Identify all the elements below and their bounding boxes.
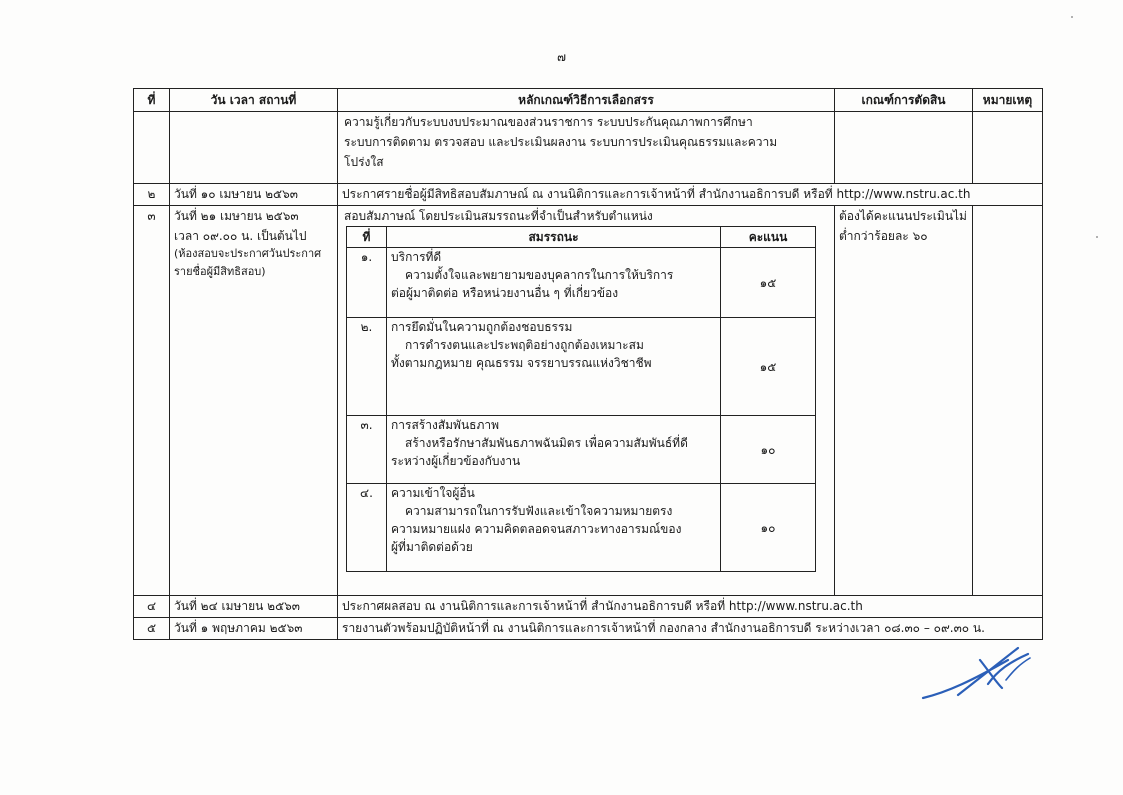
table-row xyxy=(134,112,1043,184)
page-number: ๗ xyxy=(556,50,567,64)
criteria-line: ระบบการติดตาม ตรวจสอบ และประเมินผลงาน ระบบการประเมินคุณธรรมและความ xyxy=(344,135,778,149)
competency-desc: ทั้งตามกฎหมาย คุณธรรม จรรยาบรรณแห่งวิชาชีพ xyxy=(391,356,652,370)
row-date: วันที่ ๒๔ เมษายน ๒๕๖๓ xyxy=(170,596,338,618)
table-row xyxy=(134,206,1043,596)
header-decision: เกณฑ์การตัดสิน xyxy=(835,89,973,112)
table-row xyxy=(134,596,1043,618)
competency-header-name: สมรรถนะ xyxy=(387,227,721,248)
competency-no: ๑. xyxy=(347,248,387,318)
row-no: ๕ xyxy=(134,618,170,640)
criteria-line: โปร่งใส xyxy=(344,155,384,169)
competency-desc: ความหมายแฝง ความคิดตลอดจนสภาวะทางอารมณ์ของ xyxy=(391,522,682,536)
row-decision: ต้องได้คะแนนประเมินไม่ต่ำกว่าร้อยละ ๖๐ xyxy=(835,206,973,596)
row-text: รายงานตัวพร้อมปฏิบัติหน้าที่ ณ งานนิติการและการเจ้าหน้าที่ กองกลาง สำนักงานอธิการบดี ระหว่างเวลา ๐๘.๓๐ – ๐๙.๓๐ น. xyxy=(338,618,1043,640)
competency-score: ๑๐ xyxy=(721,416,816,484)
competency-desc: สร้างหรือรักษาสัมพันธภาพฉันมิตร เพื่อความสัมพันธ์ที่ดี xyxy=(405,436,688,450)
competency-row xyxy=(347,318,816,416)
competency-desc: ความตั้งใจและพยายามของบุคลากรในการให้บริการ xyxy=(405,268,674,282)
row-text: ประกาศรายชื่อผู้มีสิทธิสอบสัมภาษณ์ ณ งานนิติการและการเจ้าหน้าที่ สำนักงานอธิการบดี หรือที่ http://www.nstru.ac.th xyxy=(338,184,1043,206)
competency-desc: การดำรงตนและประพฤติอย่างถูกต้องเหมาะสม xyxy=(405,338,644,352)
competency-title: ความเข้าใจผู้อื่น xyxy=(391,486,475,500)
competency-header-row xyxy=(347,227,816,248)
row-date: วันที่ ๑ พฤษภาคม ๒๕๖๓ xyxy=(170,618,338,640)
competency-header-score: คะแนน xyxy=(721,227,816,248)
competency-desc: ผู้ที่มาติดต่อด้วย xyxy=(391,540,473,554)
row-text: ประกาศผลสอบ ณ งานนิติการและการเจ้าหน้าที่ สำนักงานอธิการบดี หรือที่ http://www.nstru.ac.th xyxy=(338,596,1043,618)
header-datetime: วัน เวลา สถานที่ xyxy=(170,89,338,112)
competency-desc: ระหว่างผู้เกี่ยวข้องกับงาน xyxy=(391,454,521,468)
competency-score: ๑๕ xyxy=(721,248,816,318)
row-no: ๒ xyxy=(134,184,170,206)
competency-score: ๑๐ xyxy=(721,484,816,572)
schedule-table xyxy=(133,88,1043,640)
signature-icon xyxy=(918,640,1038,710)
competency-score: ๑๕ xyxy=(721,318,816,416)
row-place-note: (ห้องสอบจะประกาศวันประกาศรายชื่อผู้มีสิทธิสอบ) xyxy=(174,247,322,278)
header-no: ที่ xyxy=(134,89,170,112)
competency-header-no: ที่ xyxy=(347,227,387,248)
scan-speck xyxy=(1071,16,1073,18)
competency-row xyxy=(347,248,816,318)
scan-speck xyxy=(1096,236,1098,238)
competency-no: ๒. xyxy=(347,318,387,416)
competency-row xyxy=(347,416,816,484)
table-row xyxy=(134,618,1043,640)
header-criteria: หลักเกณฑ์วิธีการเลือกสรร xyxy=(338,89,835,112)
competency-title: การสร้างสัมพันธภาพ xyxy=(391,418,500,432)
row-no: ๔ xyxy=(134,596,170,618)
competency-row xyxy=(347,484,816,572)
competency-no: ๔. xyxy=(347,484,387,572)
competency-table xyxy=(346,226,816,572)
competency-desc: ต่อผู้มาติดต่อ หรือหน่วยงานอื่น ๆ ที่เกี่ยวข้อง xyxy=(391,286,619,300)
header-remarks: หมายเหตุ xyxy=(973,89,1043,112)
competency-no: ๓. xyxy=(347,416,387,484)
table-row xyxy=(134,184,1043,206)
competency-title: การยึดมั่นในความถูกต้องชอบธรรม xyxy=(391,320,573,334)
competency-desc: ความสามารถในการรับฟังและเข้าใจความหมายตรง xyxy=(405,504,673,518)
row-date: วันที่ ๑๐ เมษายน ๒๕๖๓ xyxy=(170,184,338,206)
table-header-row xyxy=(134,89,1043,112)
row-intro: สอบสัมภาษณ์ โดยประเมินสมรรถนะที่จำเป็นสำหรับตำแหน่ง xyxy=(344,209,653,223)
row-no: ๓ xyxy=(134,206,170,596)
row-time: เวลา ๐๙.๐๐ น. เป็นต้นไป xyxy=(174,229,307,243)
row-date: วันที่ ๒๑ เมษายน ๒๕๖๓ xyxy=(174,209,299,223)
criteria-line: ความรู้เกี่ยวกับระบบงบประมาณของส่วนราชการ ระบบประกันคุณภาพการศึกษา xyxy=(344,115,753,129)
competency-title: บริการที่ดี xyxy=(391,250,442,264)
